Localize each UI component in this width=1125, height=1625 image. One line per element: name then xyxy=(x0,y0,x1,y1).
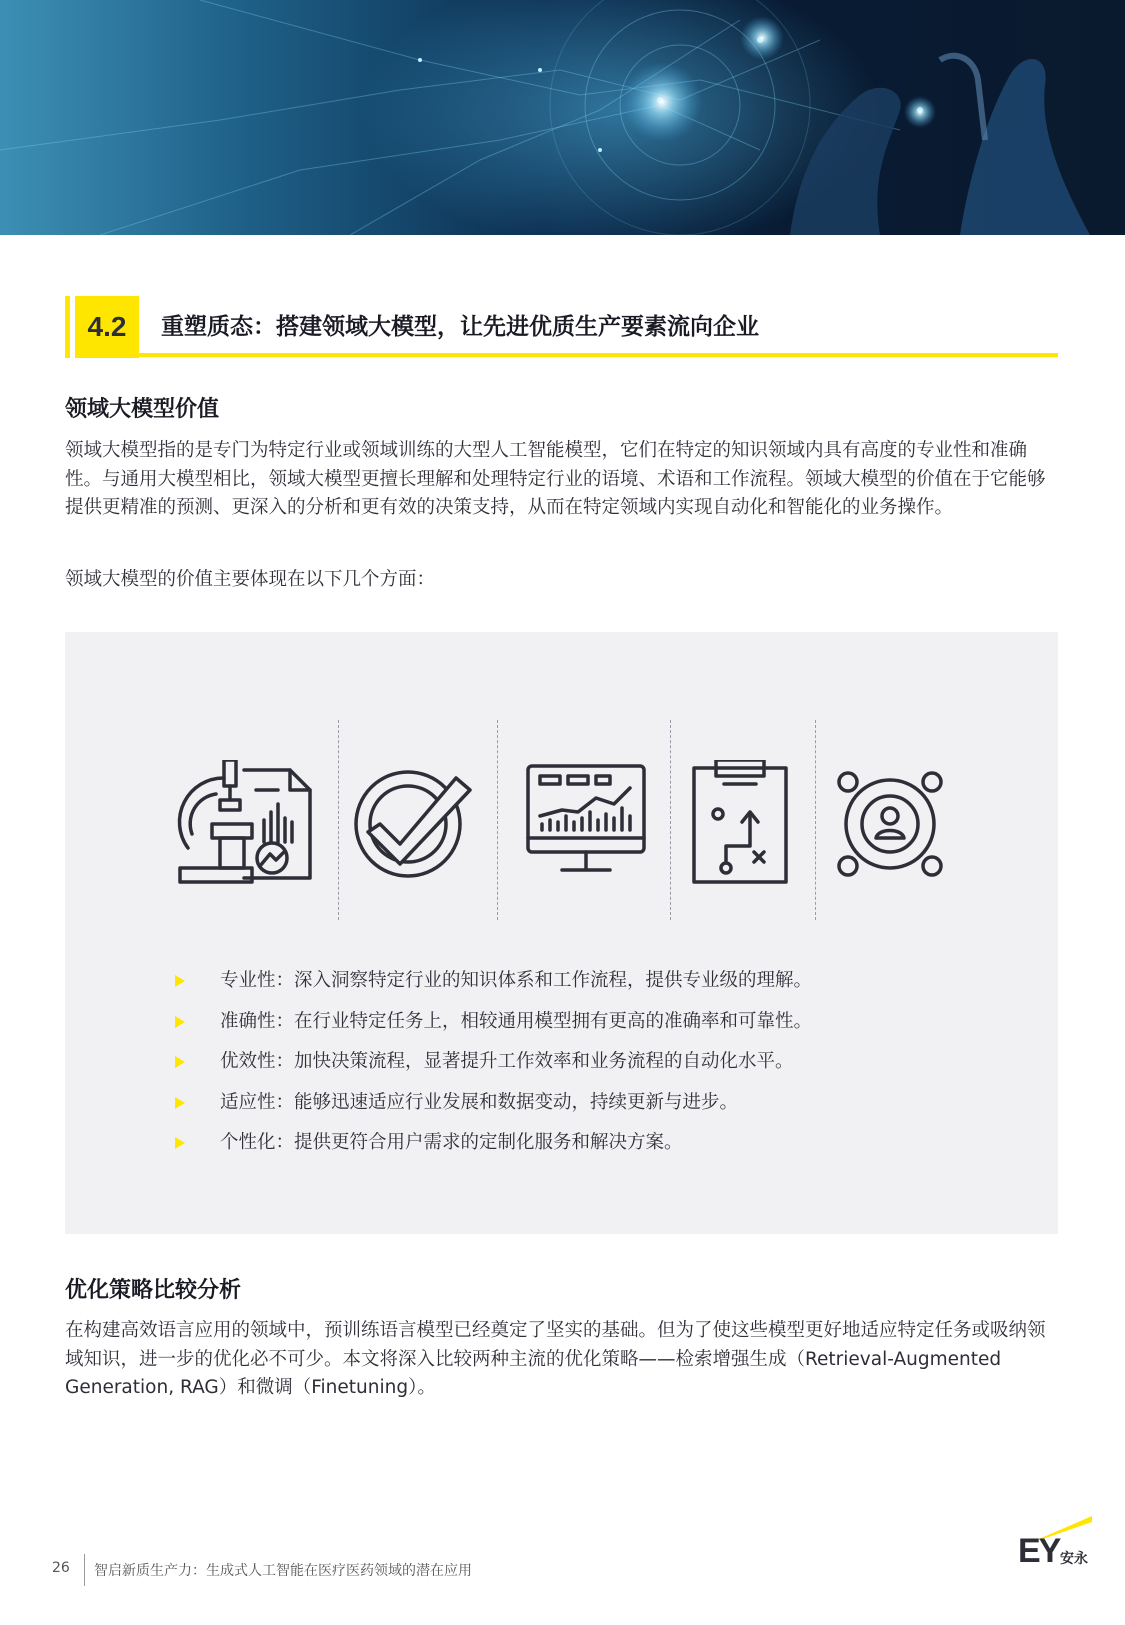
section-header xyxy=(65,296,1058,358)
value-bullet-list xyxy=(175,968,812,1171)
bullet-text: ：加快决策流程，显著提升工作效率和业务流程的自动化水平。 xyxy=(275,1051,794,1072)
bullet-arrow-icon xyxy=(175,1016,185,1028)
monitor-chart-icon xyxy=(522,760,662,890)
section-underline xyxy=(75,353,1058,357)
clipboard-strategy-icon xyxy=(690,760,830,890)
footer-divider xyxy=(84,1554,85,1586)
bullet-text: ：在行业特定任务上，相较通用模型拥有更高的准确率和可靠性。 xyxy=(275,1010,813,1032)
value-paragraph: 领域大模型指的是专门为特定行业或领域训练的大型人工智能模型，它们在特定的知识领域内具有高度的专业性和准确性。与通用大模型相比，领域大模型更擅长理解和处理特定行业的语境、术语和工作流程。领域大模型的价值在于它能够提供更精准的预测、更深入的分析和更有效的决策支持，从而在特定领域内实现自动化和智能化的业务操作。 xyxy=(65,440,1046,518)
section-accent-bar xyxy=(65,296,70,358)
list-item xyxy=(175,1130,812,1171)
footer-doc-title: 智启新质生产力：生成式人工智能在医疗医药领域的潜在应用 xyxy=(94,1563,472,1579)
logo-cn-text: 安永 xyxy=(1060,1551,1088,1567)
icon-divider xyxy=(670,720,671,920)
bullet-text: ：深入洞察特定行业的知识体系和工作流程，提供专业级的理解。 xyxy=(275,970,813,991)
list-item xyxy=(175,1090,812,1131)
bullet-text: ：能够迅速适应行业发展和数据变动，持续更新与进步。 xyxy=(275,1091,739,1113)
bullet-arrow-icon xyxy=(175,1056,185,1068)
bullet-term: 准确性 xyxy=(220,1010,276,1032)
value-intro: 领域大模型的价值主要体现在以下几个方面： xyxy=(65,569,436,590)
icon-divider xyxy=(338,720,339,920)
logo-ey-text: EY xyxy=(1018,1532,1060,1570)
bullet-term: 优效性 xyxy=(220,1051,276,1072)
hero-banner-image xyxy=(0,0,1125,235)
ey-logo xyxy=(1012,1512,1092,1572)
microscope-report-icon xyxy=(172,760,312,890)
list-item xyxy=(175,1049,812,1090)
list-item xyxy=(175,1009,812,1050)
bullet-arrow-icon xyxy=(175,1137,185,1149)
value-heading: 领域大模型价值 xyxy=(65,397,220,422)
icon-divider xyxy=(497,720,498,920)
bullet-term: 专业性 xyxy=(220,970,276,991)
bullet-arrow-icon xyxy=(175,1097,185,1109)
section-title: 重塑质态：搭建领域大模型，让先进优质生产要素流向企业 xyxy=(161,314,759,340)
strategy-paragraph: 在构建高效语言应用的领域中，预训练语言模型已经奠定了坚实的基础。但为了使这些模型更好地适应特定任务或吸纳领域知识，进一步的优化必不可少。本文将深入比较两种主流的优化策略——检索增强生成（Retrieval-Augmented Generation, RAG）和微调（Finetuning）。 xyxy=(65,1320,1046,1398)
strategy-heading: 优化策略比较分析 xyxy=(65,1278,242,1303)
checkmark-circle-icon xyxy=(348,760,488,890)
bullet-arrow-icon xyxy=(175,975,185,987)
bullet-text: ：提供更符合用户需求的定制化服务和解决方案。 xyxy=(275,1132,683,1153)
bullet-term: 适应性 xyxy=(220,1091,276,1113)
user-network-icon xyxy=(834,760,974,890)
bullet-term: 个性化 xyxy=(220,1132,276,1153)
page-number: 26 xyxy=(52,1560,70,1576)
section-number: 4.2 xyxy=(75,296,139,358)
list-item xyxy=(175,968,812,1009)
